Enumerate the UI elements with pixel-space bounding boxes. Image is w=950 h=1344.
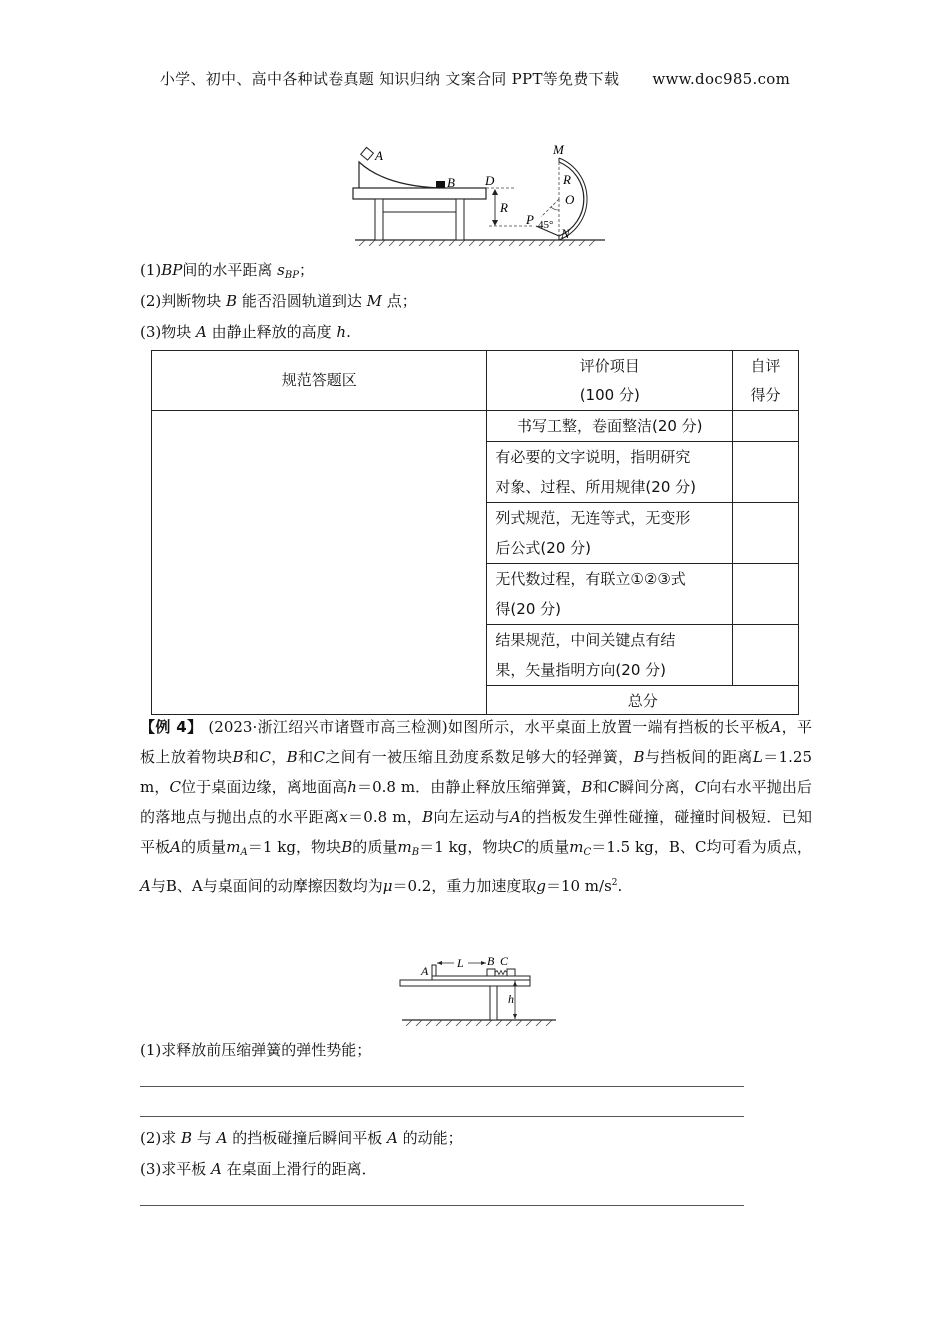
- table-leg-right: [456, 199, 464, 240]
- label-r2: R: [563, 172, 571, 187]
- question-2-2: (2)求 B 与 A 的挡板碰撞后瞬间平板 A 的动能；: [140, 1129, 463, 1147]
- example-4-text: 【例 4】 (2023·浙江绍兴市诸暨市高三检测)如图所示，水平桌面上放置一端有挡板的长平板A，平板上放着物块B和C，B和C之间有一被压缩且劲度系数足够大的轻弹簧，B与挡板间的距离L＝1.25 m，C位于桌面边缘，离地面高h＝0.8 m．由静止释放压缩弹簧，B和C瞬间分离，C向右水平抛出后的落地点与抛出点的水平距离x＝0.8 m，B向左运动与A的挡板发生弹性碰撞，碰撞时间极短．已知平板A的质量$m_A=1$ kg，物块B的质量$m_B=1$ kg，物块C的质量$m_C=1.5$ kg，B、C均可看为质点，A与B、A与桌面间的动摩擦因数均为μ＝0.2，重力加速度取g＝10 $m/s^2$.: [140, 718, 812, 895]
- spring: [495, 971, 507, 975]
- rubric-item: 结果规范，中间关键点有结 果，矢量指明方向(20 分): [487, 625, 733, 686]
- label-n: N: [561, 226, 570, 241]
- label-b: B: [447, 175, 455, 190]
- label-r1: R: [500, 200, 508, 215]
- answer-line[interactable]: [140, 1205, 744, 1206]
- figure-plank-diagram: [396, 950, 561, 1026]
- answer-area[interactable]: [152, 411, 487, 715]
- figure-track-diagram: [345, 140, 615, 246]
- table-leg-left: [375, 199, 383, 240]
- block-b: [487, 969, 495, 976]
- rubric-item: 无代数过程，有联立①②③式 得(20 分): [487, 564, 733, 625]
- example-source: (2023·浙江绍兴市诸暨市高三检测): [208, 718, 448, 736]
- label-o: O: [565, 192, 575, 207]
- label-c: C: [500, 954, 509, 968]
- label-angle: 45°: [538, 219, 554, 231]
- score-cell[interactable]: [733, 411, 799, 442]
- total-score-label: 总分: [487, 686, 799, 715]
- plank-a: [432, 976, 530, 980]
- rubric-item: 书写工整，卷面整洁(20 分): [487, 411, 733, 442]
- block-c: [507, 969, 515, 976]
- table-top: [353, 188, 486, 199]
- label-b: B: [487, 954, 495, 968]
- rubric-table: [151, 350, 799, 715]
- ground-hatch: [359, 240, 595, 246]
- example-tag: 【例 4】: [140, 718, 203, 736]
- answer-line[interactable]: [140, 1116, 744, 1117]
- score-cell[interactable]: [733, 625, 799, 686]
- evaluation-header: 评价项目 (100 分): [487, 351, 733, 411]
- label-d: D: [485, 173, 495, 188]
- label-h: h: [508, 992, 514, 1006]
- baffle: [432, 965, 436, 976]
- score-cell[interactable]: [733, 503, 799, 564]
- question-1-3: (3)物块 A 由静止释放的高度 h.: [140, 323, 351, 341]
- question-2-3: (3)求平板 A 在桌面上滑行的距离．: [140, 1160, 377, 1178]
- block-a: [361, 147, 374, 160]
- label-a: A: [421, 964, 429, 978]
- question-1-2: (2)判断物块 B 能否沿圆轨道到达 M 点；: [140, 292, 417, 310]
- block-b: [436, 181, 445, 188]
- header-text: 小学、初中、高中各种试卷真题 知识归纳 文案合同 PPT等免费下载: [159, 70, 620, 88]
- answer-line[interactable]: [140, 1086, 744, 1087]
- label-l: L: [457, 956, 464, 970]
- rubric-item: 列式规范，无连等式，无变形 后公式(20 分): [487, 503, 733, 564]
- rubric-item: 有必要的文字说明，指明研究 对象、过程、所用规律(20 分): [487, 442, 733, 503]
- page-header: [0, 68, 950, 89]
- label-a: A: [375, 148, 383, 163]
- curved-ramp: [359, 162, 440, 188]
- desk-leg: [490, 986, 497, 1020]
- question-2-1: (1)求释放前压缩弹簧的弹性势能；: [140, 1041, 372, 1059]
- answer-area-header: 规范答题区: [152, 351, 487, 411]
- label-p: P: [526, 212, 534, 227]
- desk-top: [400, 980, 530, 986]
- label-m: M: [553, 142, 564, 157]
- question-1-1: (1)BP间的水平距离 $s_{BP}$；: [140, 261, 314, 281]
- score-cell[interactable]: [733, 564, 799, 625]
- self-score-header: 自评 得分: [733, 351, 799, 411]
- header-url: www.doc985.com: [652, 70, 791, 88]
- score-cell[interactable]: [733, 442, 799, 503]
